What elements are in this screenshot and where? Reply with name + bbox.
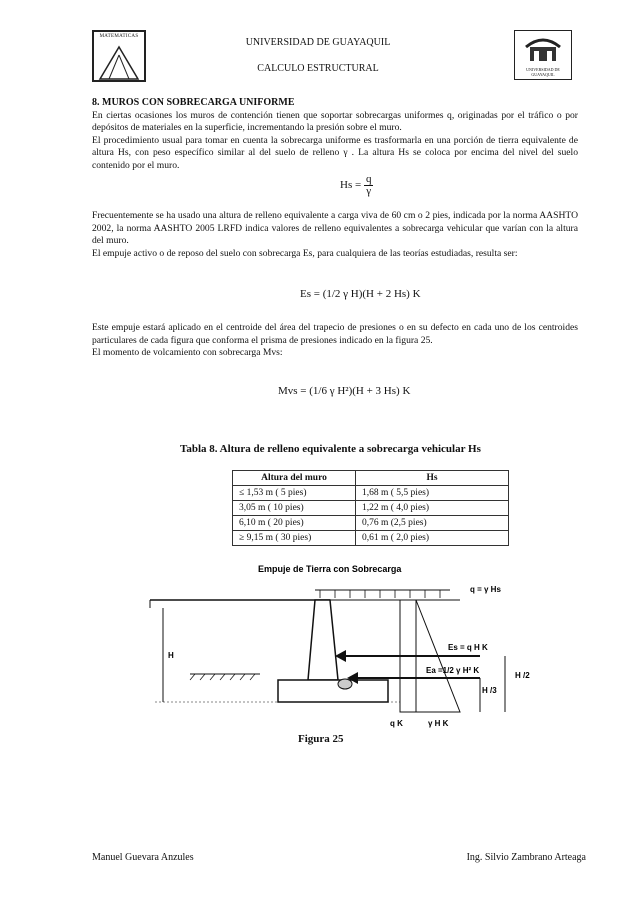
formula-hs-num: q [365, 173, 372, 185]
header-university: UNIVERSIDAD DE GUAYAQUIL [245, 37, 391, 48]
section-text-2 [92, 210, 578, 260]
figure-25-diagram [130, 560, 550, 750]
front-ground-hatch [190, 674, 255, 680]
table-row [233, 531, 509, 546]
formula-es: Es = (1/2 γ H)(H + 2 Hs) K [300, 288, 421, 300]
formula-hs [340, 174, 373, 197]
table-cell: 6,10 m ( 20 pies) [233, 516, 356, 531]
formula-hs-lhs: Hs = [340, 179, 362, 192]
paragraph-4: El empuje activo o de reposo del suelo con sobrecarga Es, para cualquiera de las teorías estudiadas, resulta ser: [92, 247, 518, 259]
weep-hole [338, 679, 352, 689]
formula-hs-den: γ [366, 185, 372, 197]
header-course: CALCULO ESTRUCTURAL [257, 63, 379, 74]
label-ghk: γ H K [428, 719, 449, 728]
formula-hs-fraction [364, 174, 374, 197]
label-h2: H /2 [515, 671, 530, 680]
table-cell: ≥ 9,15 m ( 30 pies) [233, 531, 356, 546]
table-row [233, 516, 509, 531]
footer-instructor: Ing. Silvio Zambrano Arteaga [466, 852, 586, 863]
paragraph-2: El procedimiento usual para tomar en cuenta la sobrecarga uniforme es trasformarla en una porción de tierra equivalente de altura Hs, con peso específico similar al del suelo de relleno γ . La altura Hs se coloca por encima del nivel del suelo contenido por el muro. [92, 134, 578, 171]
footer-author: Manuel Guevara Anzules [92, 852, 194, 863]
table-caption: Tabla 8. Altura de relleno equivalente a sobrecarga vehicular Hs [180, 443, 481, 455]
paragraph-3: Frecuentemente se ha usado una altura de relleno equivalente a carga viva de 60 cm o 2 pies, indicada por la norma AASHTO 2002, la norma AASHTO 2005 LRFD indica valores de relleno equivalentes a sobrecarga vehicular que varían con la altura del muro. [92, 210, 578, 247]
table-header: Altura del muro [233, 471, 356, 486]
table-row [233, 486, 509, 501]
section-text [92, 97, 578, 173]
surcharge-arrows [320, 590, 440, 598]
paragraph-1: En ciertas ocasiones los muros de contención tienen que soportar sobrecargas uniformes q, originadas por el tráfico o por depósitos de materiales en la superficie, incrementando la presión sobre el muro. [92, 109, 578, 134]
paragraph-6: El momento de volcamiento con sobrecarga Mvs: [92, 347, 283, 359]
university-logo [514, 30, 572, 80]
logo-right-text: UNIVERSIDAD DE GUAYAQUIL [526, 67, 560, 77]
table-header: Hs [356, 471, 509, 486]
label-es: Es = q H K [448, 643, 488, 652]
wall-stem [308, 600, 338, 680]
table-cell: 1,68 m ( 5,5 pies) [356, 486, 509, 501]
figure-caption: Figura 25 [298, 733, 344, 745]
table-cell: 0,61 m ( 2,0 pies) [356, 531, 509, 546]
label-h: H [168, 651, 174, 660]
logo-left-text: MATEMATICAS [99, 34, 139, 39]
university-crest-icon [516, 33, 571, 69]
table-cell: 0,76 m (2,5 pies) [356, 516, 509, 531]
figure-title: Empuje de Tierra con Sobrecarga [258, 564, 402, 574]
section-text-3 [92, 322, 578, 360]
label-q: q = γ Hs [470, 585, 501, 594]
faculty-logo [92, 30, 146, 82]
table-cell: 3,05 m ( 10 pies) [233, 501, 356, 516]
table-row [233, 501, 509, 516]
label-qk: q K [390, 719, 403, 728]
wall-footing [278, 680, 388, 702]
paragraph-5: Este empuje estará aplicado en el centroide del área del trapecio de presiones o en su defecto en cada uno de los centroides particulares de cada figura que conforma el prisma de presiones indicado en la figura 25. [92, 322, 578, 346]
section-title: 8. MUROS CON SOBRECARGA UNIFORME [92, 97, 295, 108]
label-h3: H /3 [482, 686, 497, 695]
table-8 [232, 470, 509, 546]
label-ea: Ea =1/2 γ H² K [426, 666, 480, 675]
table-cell: 1,22 m ( 4,0 pies) [356, 501, 509, 516]
table-cell: ≤ 1,53 m ( 5 pies) [233, 486, 356, 501]
logo-emblem-icon [94, 41, 144, 83]
formula-mvs: Mvs = (1/6 γ H²)(H + 3 Hs) K [278, 385, 411, 397]
